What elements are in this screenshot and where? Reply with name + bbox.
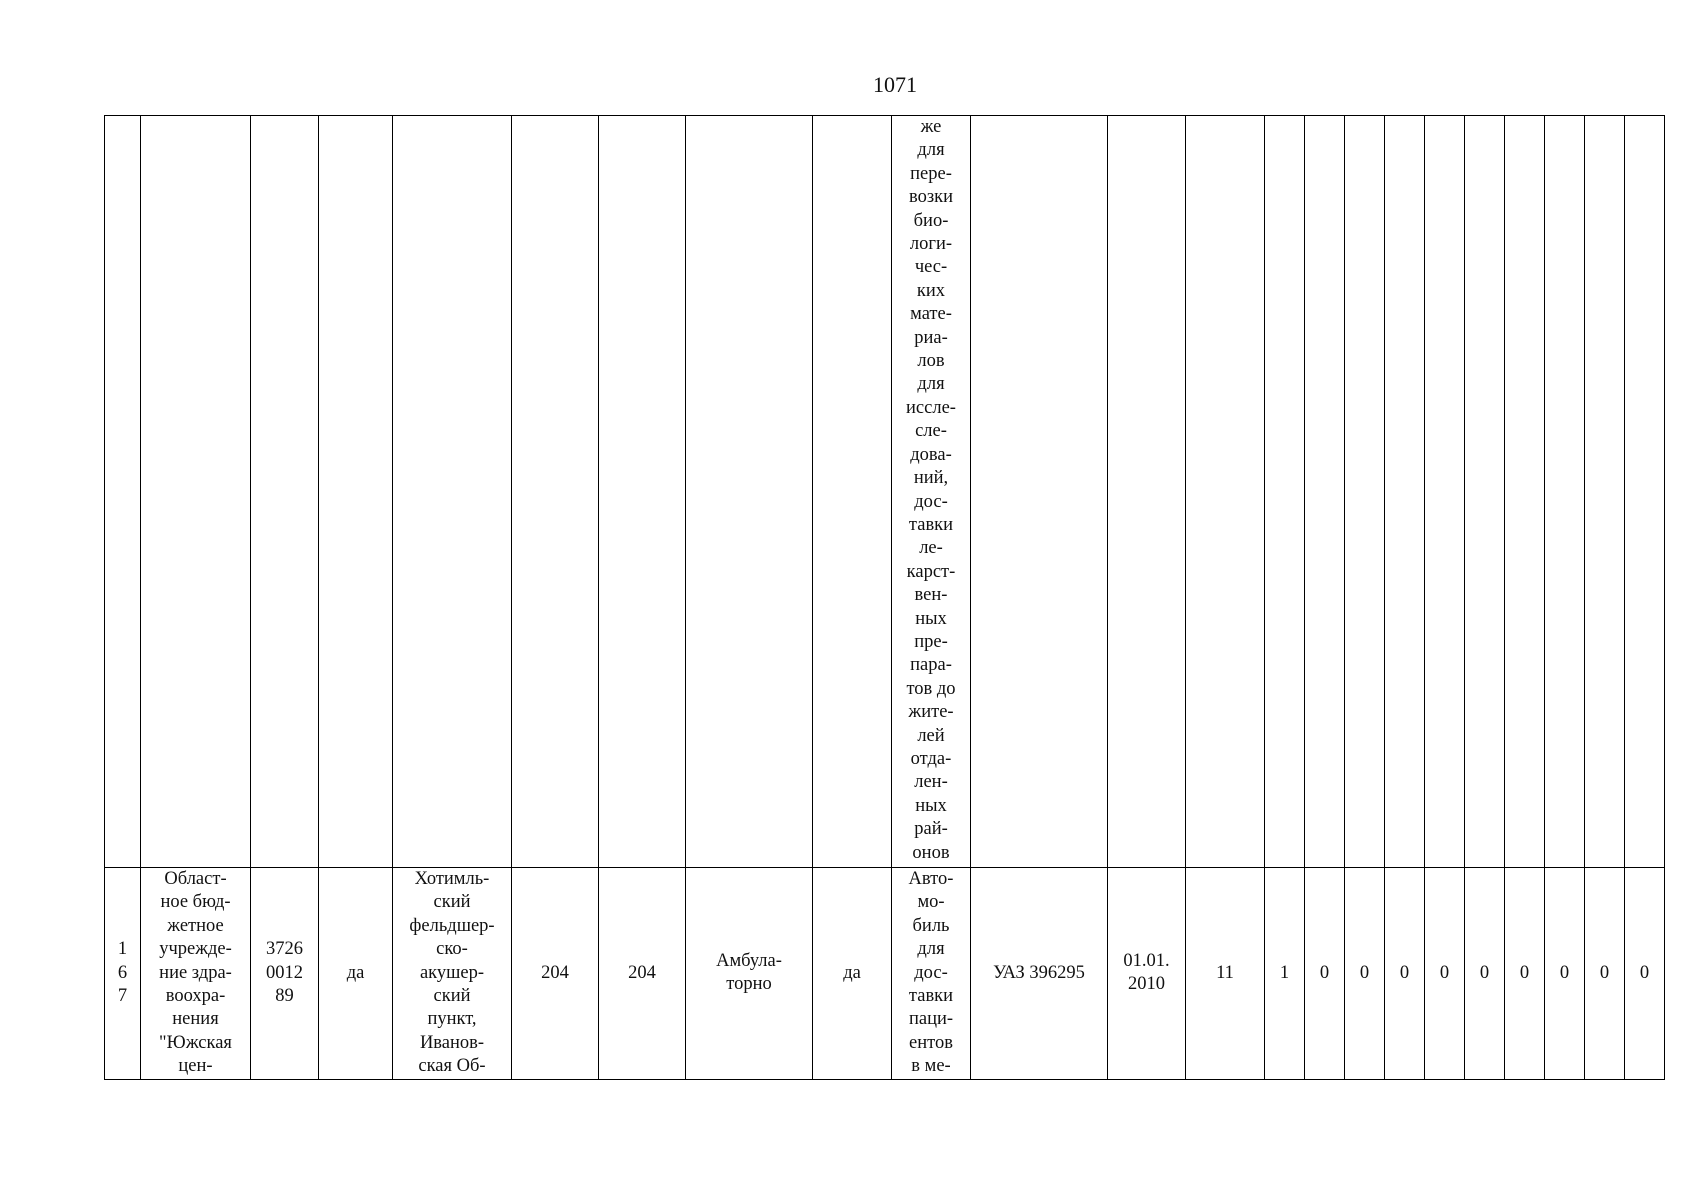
cell-value-8 bbox=[1425, 116, 1465, 868]
cell-flag-2 bbox=[813, 116, 892, 868]
cell-vehicle-purpose: же для пере- возки био- логи- чес- ких мате- риа- лов для иссле- сле- дова- ний, дос- тавки ле- карст- вен- ных пре- пара- тов до жите- лей отда- лен- ных рай- онов bbox=[892, 116, 971, 868]
cell-value-11 bbox=[1545, 116, 1585, 868]
cell-care-form bbox=[686, 116, 813, 868]
cell-flag-2: да bbox=[813, 868, 892, 1080]
cell-vehicle-purpose: Авто- мо- биль для дос- тавки паци- ентов в ме- bbox=[892, 868, 971, 1080]
cell-value-13: 0 bbox=[1625, 868, 1665, 1080]
cell-date: 01.01. 2010 bbox=[1108, 868, 1186, 1080]
cell-vehicle-model: УАЗ 396295 bbox=[971, 868, 1108, 1080]
cell-flag-1: да bbox=[319, 868, 393, 1080]
cell-value-1 bbox=[512, 116, 599, 868]
cell-value-10: 0 bbox=[1505, 868, 1545, 1080]
cell-value-6 bbox=[1345, 116, 1385, 868]
cell-care-form: Амбула- торно bbox=[686, 868, 813, 1080]
cell-value-12 bbox=[1585, 116, 1625, 868]
table-row-167 bbox=[105, 868, 1665, 1080]
cell-organization: Област- ное бюд- жетное учрежде- ние здра- воохра- нения "Южская цен- bbox=[141, 868, 251, 1080]
cell-value-4 bbox=[1265, 116, 1305, 868]
cell-value-6: 0 bbox=[1345, 868, 1385, 1080]
cell-value-9 bbox=[1465, 116, 1505, 868]
cell-value-12: 0 bbox=[1585, 868, 1625, 1080]
cell-facility bbox=[393, 116, 512, 868]
cell-value-7 bbox=[1385, 116, 1425, 868]
cell-value-3 bbox=[1186, 116, 1265, 868]
cell-value-1: 204 bbox=[512, 868, 599, 1080]
cell-organization bbox=[141, 116, 251, 868]
cell-value-5: 0 bbox=[1305, 868, 1345, 1080]
cell-value-11: 0 bbox=[1545, 868, 1585, 1080]
cell-value-10 bbox=[1505, 116, 1545, 868]
cell-value-5 bbox=[1305, 116, 1345, 868]
cell-inn bbox=[251, 116, 319, 868]
cell-vehicle-model bbox=[971, 116, 1108, 868]
cell-index bbox=[105, 116, 141, 868]
cell-flag-1 bbox=[319, 116, 393, 868]
cell-index: 1 6 7 bbox=[105, 868, 141, 1080]
cell-value-2 bbox=[599, 116, 686, 868]
cell-value-8: 0 bbox=[1425, 868, 1465, 1080]
page-number: 1071 bbox=[873, 72, 917, 97]
cell-facility: Хотимль- ский фельдшер- ско- акушер- ский пункт, Иванов- ская Об- bbox=[393, 868, 512, 1080]
cell-value-7: 0 bbox=[1385, 868, 1425, 1080]
cell-value-4: 1 bbox=[1265, 868, 1305, 1080]
cell-inn: 3726 0012 89 bbox=[251, 868, 319, 1080]
cell-date bbox=[1108, 116, 1186, 868]
cell-value-13 bbox=[1625, 116, 1665, 868]
cell-value-2: 204 bbox=[599, 868, 686, 1080]
table-row-continuation bbox=[105, 116, 1665, 868]
cell-value-9: 0 bbox=[1465, 868, 1505, 1080]
cell-value-3: 11 bbox=[1186, 868, 1265, 1080]
register-table bbox=[104, 115, 1665, 1080]
